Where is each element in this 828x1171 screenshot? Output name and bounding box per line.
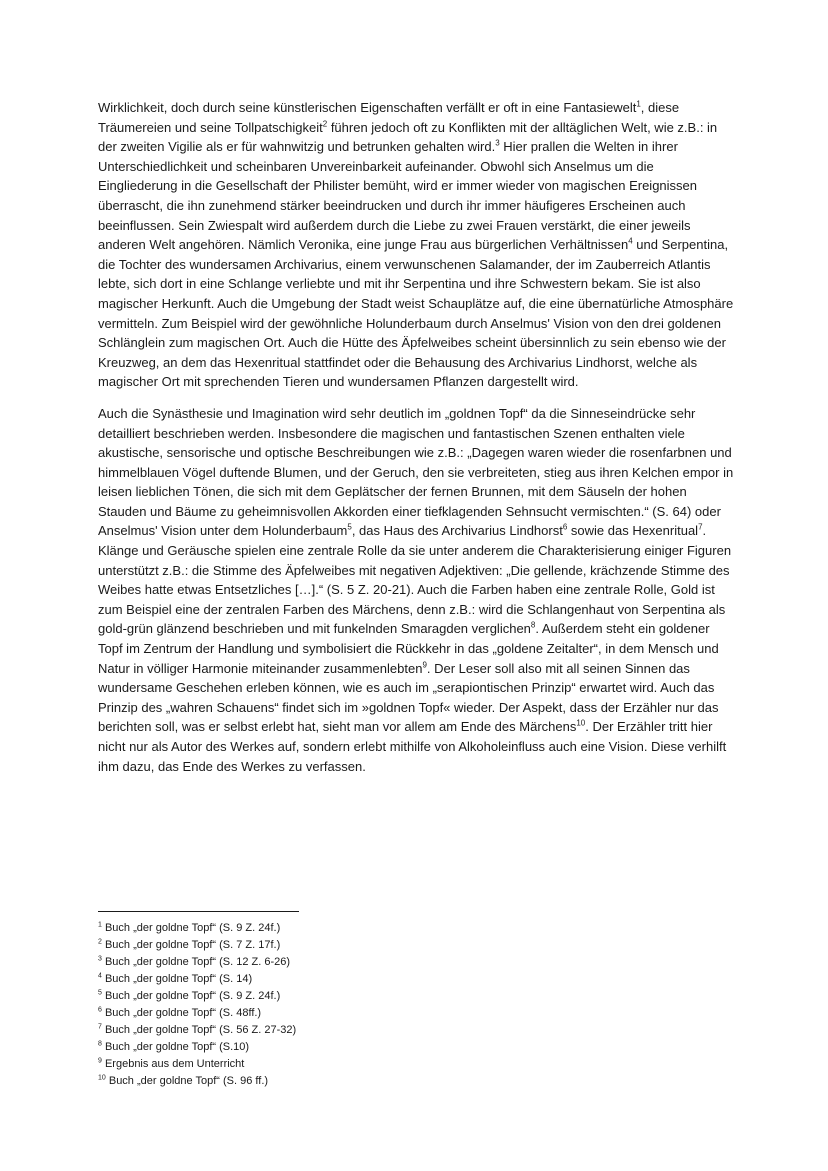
footnote-text: Buch „der goldne Topf“ (S.10): [101, 1041, 250, 1053]
document-body: [98, 98, 734, 776]
footnote: [98, 971, 734, 988]
footnote-text: Buch „der goldne Topf“ (S. 12 Z. 6-26): [101, 956, 291, 968]
text-segment: führen jedoch oft zu Konflikten mit der alltäglichen Welt, wie z.B.: in der zweiten Vigilie als er für wahnwitzig und betrunken gehalten wird.: [98, 119, 718, 155]
footnote-text: Buch „der goldne Topf“ (S. 7 Z. 17f.): [101, 939, 281, 951]
footnote-text: Buch „der goldne Topf“ (S. 56 Z. 27-32): [101, 1024, 297, 1036]
footnote: [98, 1005, 734, 1022]
footnote-ref: 2: [322, 119, 328, 129]
footnote-number: 3: [98, 955, 102, 963]
footnote-number: 10: [98, 1074, 106, 1082]
footnote: [98, 1039, 734, 1056]
text-segment: und Serpentina, die Tochter des wundersamen Archivarius, einem verwunschenen Salamander, der im Zauberreich Atlantis lebte, sich dort in eine Schlange verliebte und mit ihr Serpentina und ihre Schwestern bekam. Sie ist also magischer Herkunft. Auch die Umgebung der Stadt weist Schauplätze auf, die eine übernatürliche Atmosphäre vermitteln. Zum Beispiel wird der gewöhnliche Holunderbaum durch Anselmus' Vision von den drei goldenen Schlänglein zum magischen Ort. Auch die Hütte des Äpfelweibes scheint übersinnlich zu sein ebenso wie der Kreuzweg, an dem das Hexenritual stattfindet oder die Behausung des Archivarius Lindhorst, welche als magischer Ort mit sprechenden Tieren und wundersamen Pflanzen dargestellt wird.: [98, 237, 734, 390]
footnotes: [98, 920, 734, 1090]
paragraph: [98, 404, 734, 776]
text-segment: . Klänge und Geräusche spielen eine zentrale Rolle da sie unter anderem die Charakterisierung einiger Figuren unterstützt z.B.: die Stimme des Äpfelweibes mit negativen Adjektiven: „Die gellende, krächzende Stimme des Weibes hatte etwas Entsetzliches […].“ (S. 5 Z. 20-21). Auch die Farben haben eine zentrale Rolle, Gold ist zum Beispiel eine der zentralen Farben des Märchens, denn z.B.: wird die Schlangenhaut von Serpentina als gold-grün glänzend beschrieben und mit funkelnden Smaragden verglichen: [98, 523, 732, 637]
footnote: [98, 937, 734, 954]
footnote-ref: 5: [347, 523, 352, 533]
footnote-number: 7: [98, 1023, 102, 1031]
footnote-ref: 7: [698, 523, 703, 533]
text-segment: . Der Leser soll also mit all seinen Sinnen das wundersame Geschehen erleben können, wie es auch im „serapiontischen Prinzip“ erwartet wird. Auch das Prinzip des „wahren Schauens“ findet sich im »goldnen Topf« wieder. Der Aspekt, dass der Erzähler nur das berichten soll, was er selbst erlebt hat, sieht man vor allem am Ende des Märchens: [98, 660, 719, 735]
footnote-number: 9: [98, 1057, 102, 1065]
footnote-text: Buch „der goldne Topf“ (S. 14): [101, 973, 253, 985]
footnote-text: Buch „der goldne Topf“ (S. 9 Z. 24f.): [101, 990, 281, 1002]
footnote-number: 2: [98, 938, 102, 946]
footnote-number: 4: [98, 972, 102, 980]
text-segment: . Außerdem steht ein goldener Topf im Zentrum der Handlung und symbolisiert die Rückkehr in das „goldene Zeitalter“, in dem Mensch und Natur in völliger Harmonie miteinander zusammenlebten: [98, 621, 719, 676]
footnote: [98, 1056, 734, 1073]
footnote: [98, 920, 734, 937]
footnote-number: 1: [98, 921, 102, 929]
paragraph: [98, 98, 734, 392]
text-segment: Hier prallen die Welten in ihrer Unterschiedlichkeit und scheinbaren Unvereinbarkeit aufeinander. Obwohl sich Anselmus um die Eingliederung in die Gesellschaft der Philister bemüht, wird er immer wieder von magischen Ereignissen überrascht, die ihn zunehmend stärker beeindrucken und durch ihr immer häufigeres Erscheinen auch beeinflussen. Sein Zwiespalt wird außerdem durch die Liebe zu zwei Frauen verstärkt, die einer jeweils anderen Welt angehören. Nämlich Veronika, eine junge Frau aus bürgerlichen Verhältnissen: [98, 139, 698, 253]
footnote-ref: 1: [636, 99, 641, 109]
footnote-ref: 10: [576, 719, 586, 729]
text-segment: . Der Erzähler tritt hier nicht nur als Autor des Werkes auf, sondern erlebt mithilfe von Alkoholeinfluss auch eine Vision. Diese verhilft ihm dazu, das Ende des Werkes zu verfassen.: [98, 719, 727, 774]
footnote-number: 6: [98, 1006, 102, 1014]
text-segment: sowie das Hexenritual: [567, 523, 699, 539]
footnote: [98, 1073, 734, 1090]
footnote: [98, 988, 734, 1005]
footnote-divider: [98, 911, 299, 912]
footnote-number: 5: [98, 989, 102, 997]
text-segment: , das Haus des Archivarius Lindhorst: [351, 523, 563, 539]
text-segment: Auch die Synästhesie und Imagination wird sehr deutlich im „goldnen Topf“ da die Sinneseindrücke sehr detailliert beschrieben werden. Insbesondere die magischen und fantastischen Szenen enthalten viele akustische, sensorische und optische Beschreibungen wie z.B.: „Dagegen waren wieder die rosenfarbnen und himmelblauen Vögel duftende Blumen, und der Geruch, den sie verbreiteten, stieg aus ihren Kelchen empor in leisen lieblichen Tönen, die sich mit dem Geplätscher der fernen Brunnen, mit dem Säuseln der hohen Stauden und Bäume zu geheimnisvollen Akkorden einer tiefklagenden Sehnsucht vermischten.“ (S. 64) oder Anselmus' Vision unter dem Holunderbaum: [98, 405, 734, 539]
footnote: [98, 954, 734, 971]
footnote-ref: 4: [628, 236, 633, 246]
footnote-text: Ergebnis aus dem Unterricht: [101, 1058, 245, 1070]
footnote-number: 8: [98, 1040, 102, 1048]
text-segment: , diese Träumereien und seine Tollpatschigkeit: [98, 100, 680, 135]
footnote-text: Buch „der goldne Topf“ (S. 96 ff.): [105, 1075, 269, 1087]
footnote: [98, 1022, 734, 1039]
footnote-ref: 8: [530, 621, 536, 631]
footnote-text: Buch „der goldne Topf“ (S. 48ff.): [101, 1007, 262, 1019]
footnote-text: Buch „der goldne Topf“ (S. 9 Z. 24f.): [101, 922, 281, 934]
footnote-ref: 6: [562, 523, 568, 533]
footnote-ref: 9: [422, 660, 427, 670]
footnote-ref: 3: [495, 138, 500, 148]
text-segment: Wirklichkeit, doch durch seine künstlerischen Eigenschaften verfällt er oft in eine Fantasiewelt: [98, 100, 637, 115]
